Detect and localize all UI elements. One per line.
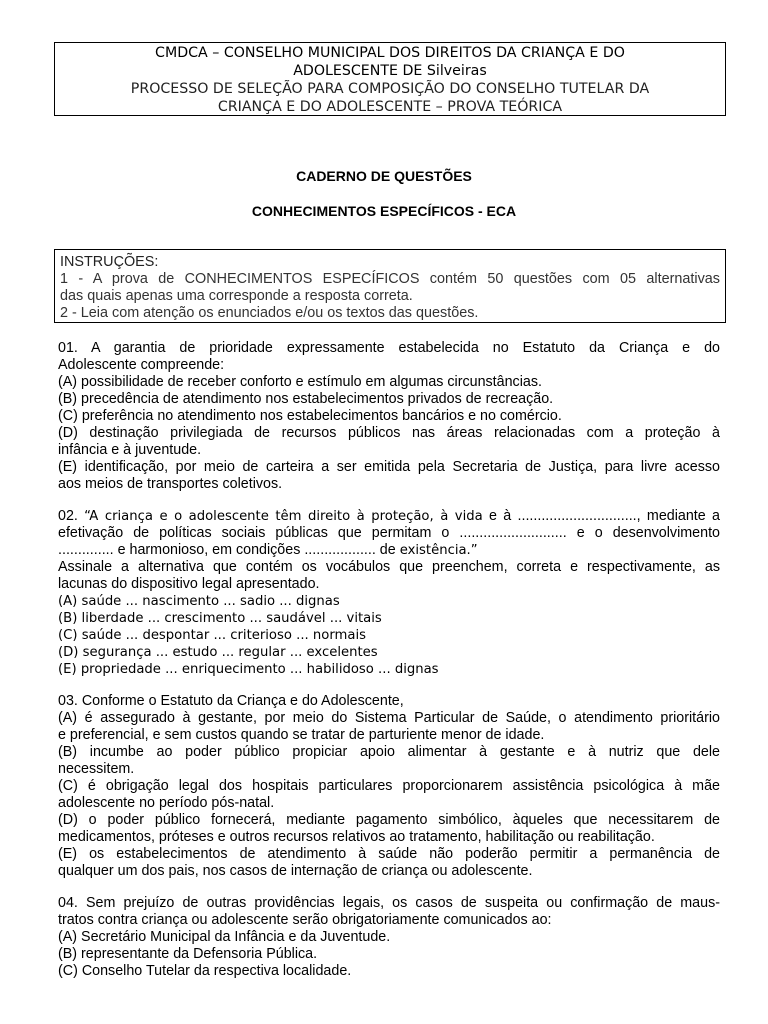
q2-ask-line-1: Assinale a alternativa que contém os vocábulos que preenchem, correta e respectivamente, as — [58, 559, 720, 575]
header-box — [54, 42, 726, 116]
q4-option-c: (C) Conselho Tutelar da respectiva localidade. — [58, 963, 352, 979]
section-title: CONHECIMENTOS ESPECÍFICOS - ECA — [251, 203, 517, 219]
q1-option-e-line-2: aos meios de transportes coletivos. — [58, 476, 283, 492]
q2-quote-blanks: .............. e harmonioso, em condições .................. de — [58, 542, 396, 558]
caderno-title: CADERNO DE QUESTÕES — [296, 168, 472, 184]
q2-quote-start: “A criança e o adolescente têm direito à proteção, à vida — [84, 509, 483, 524]
header-line-3: PROCESSO DE SELEÇÃO PARA COMPOSIÇÃO DO CONSELHO TUTELAR DA — [130, 81, 650, 97]
header-line-1: CMDCA – CONSELHO MUNICIPAL DOS DIREITOS DA CRIANÇA E DO — [155, 45, 625, 61]
q2-number: 02. — [58, 508, 78, 524]
q3-option-a-line-1: (A) é assegurado à gestante, por meio do Sistema Particular de Saúde, o atendimento prioritário — [58, 710, 720, 726]
q1-option-a: (A) possibilidade de receber conforto e estímulo em algumas circunstâncias. — [58, 374, 542, 390]
q3-option-e-line-2: qualquer um dos pais, nos casos de internação de criança ou adolescente. — [58, 863, 533, 879]
q2-quote-line-1 — [58, 508, 720, 525]
instruction-1-line-2: das quais apenas uma corresponde a resposta correta. — [60, 288, 413, 304]
q2-ask-line-2: lacunas do dispositivo legal apresentado. — [58, 576, 320, 592]
q2-quote-line-2: efetivação de políticas sociais públicas que permitam o ........................... e o desenvolvimento — [58, 525, 720, 541]
q3-stem: 03. Conforme o Estatuto da Criança e do Adolescente, — [58, 693, 404, 709]
q2-option-e: (E) propriedade ... enriquecimento ... habilidoso ... dignas — [58, 662, 439, 677]
instructions-box — [54, 249, 726, 323]
instructions-heading: INSTRUÇÕES: — [60, 254, 159, 270]
q1-option-d-line-2: infância e à juventude. — [58, 442, 202, 458]
q4-option-b: (B) representante da Defensoria Pública. — [58, 946, 318, 962]
header-line-4: CRIANÇA E DO ADOLESCENTE – PROVA TEÓRICA — [217, 99, 563, 115]
q2-quote-blank-1: e à .............................., mediante a — [489, 508, 720, 524]
instruction-1-line-1: 1 - A prova de CONHECIMENTOS ESPECÍFICOS contém 50 questões com 05 alternativas — [60, 271, 720, 287]
q1-option-d-line-1: (D) destinação privilegiada de recursos públicos nas áreas relacionadas com a proteção à — [58, 425, 720, 441]
q1-stem-line-2: Adolescente compreende: — [58, 357, 225, 373]
q3-option-a-line-2: e preferencial, e sem custos quando se tratar de parturiente menor de idade. — [58, 727, 545, 743]
q3-option-d-line-2: medicamentos, próteses e outros recursos relativos ao tratamento, habilitação ou reabilitação. — [58, 829, 655, 845]
q1-stem-line-1: 01. A garantia de prioridade expressamente estabelecida no Estatuto da Criança e do — [58, 340, 720, 356]
q2-quote-line-3 — [58, 542, 720, 559]
q2-quote-end: existência.” — [399, 543, 478, 558]
q1-option-c: (C) preferência no atendimento nos estabelecimentos bancários e no comércio. — [58, 408, 562, 424]
q2-option-a: (A) saúde ... nascimento ... sadio ... dignas — [58, 594, 340, 609]
q3-option-b-line-1: (B) incumbe ao poder público propiciar apoio alimentar à gestante e à nutriz que dele — [58, 744, 720, 760]
header-line-2: ADOLESCENTE DE Silveiras — [293, 63, 487, 79]
q1-option-b: (B) precedência de atendimento nos estabelecimentos privados de recreação. — [58, 391, 554, 407]
q3-option-e-line-1: (E) os estabelecimentos de atendimento à saúde não poderão permitir a permanência de — [58, 846, 720, 862]
q4-stem-line-2: tratos contra criança ou adolescente serão obrigatoriamente comunicados ao: — [58, 912, 552, 928]
q3-option-b-line-2: necessitem. — [58, 761, 135, 777]
q2-option-c: (C) saúde ... despontar ... criterioso ... normais — [58, 628, 366, 643]
instruction-2: 2 - Leia com atenção os enunciados e/ou os textos das questões. — [60, 305, 479, 321]
q3-option-c-line-2: adolescente no período pós-natal. — [58, 795, 275, 811]
q2-option-d: (D) segurança ... estudo ... regular ... excelentes — [58, 645, 378, 660]
q3-option-d-line-1: (D) o poder público fornecerá, mediante pagamento simbólico, àqueles que necessitarem de — [58, 812, 720, 828]
q4-option-a: (A) Secretário Municipal da Infância e da Juventude. — [58, 929, 391, 945]
q3-option-c-line-1: (C) é obrigação legal dos hospitais particulares proporcionarem assistência psicológica à mãe — [58, 778, 720, 794]
q1-option-e-line-1: (E) identificação, por meio de carteira a ser emitida pela Secretaria de Justiça, para livre acesso — [58, 459, 720, 475]
q2-option-b: (B) liberdade ... crescimento ... saudável ... vitais — [58, 611, 382, 626]
q4-stem-line-1: 04. Sem prejuízo de outras providências legais, os casos de suspeita ou confirmação de maus- — [58, 895, 720, 911]
